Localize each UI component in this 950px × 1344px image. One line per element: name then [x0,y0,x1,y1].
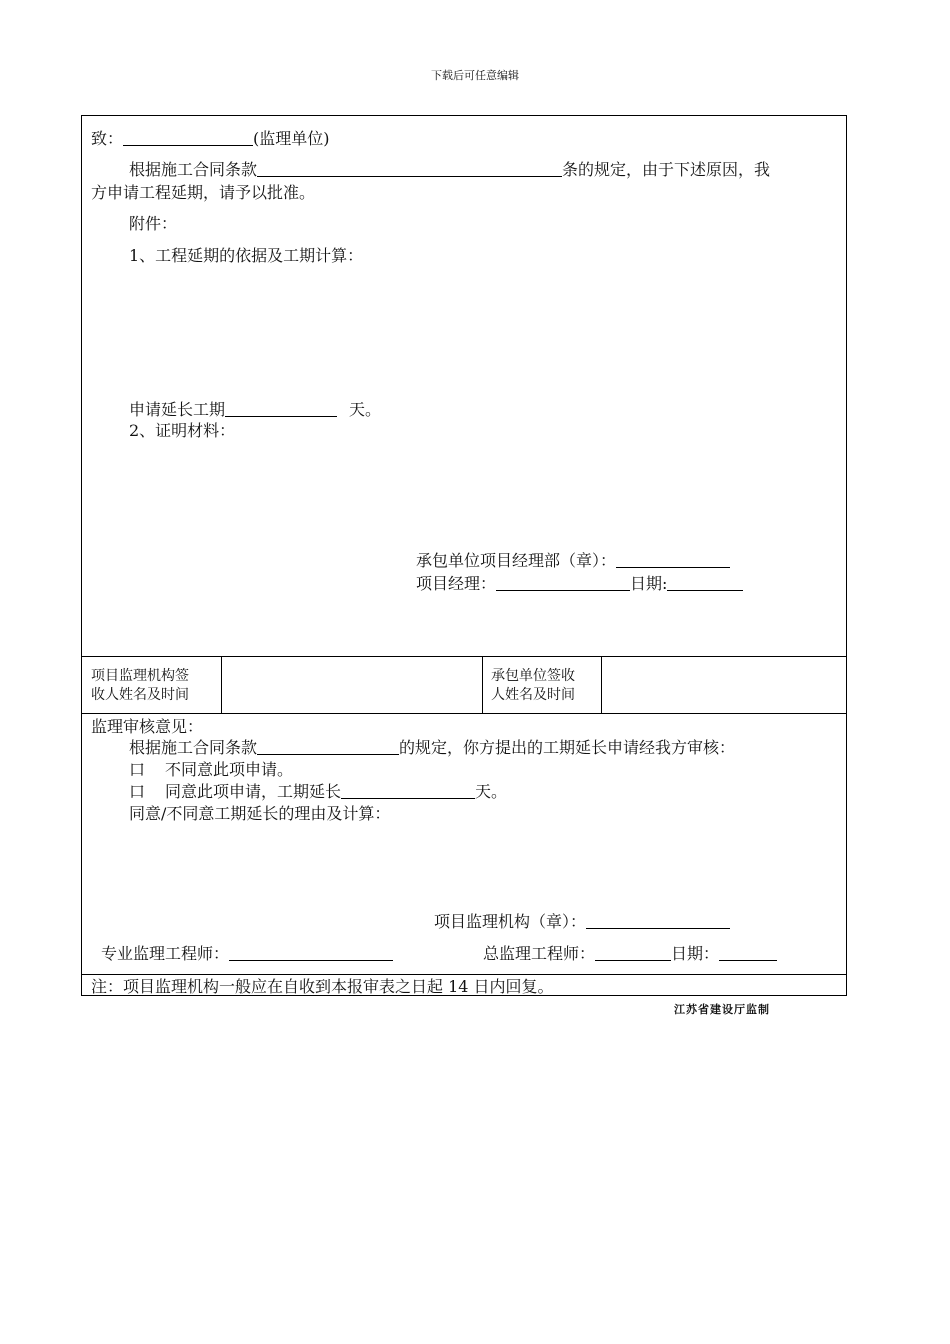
attachment-label: 附件： [129,214,178,233]
manager-date-blank[interactable] [667,574,743,591]
chief-engineer-line: 总监理工程师： 日期： [483,944,777,964]
agree-checkbox[interactable]: 口 [129,782,146,801]
divider-sign-row-bottom [82,713,846,714]
option-disagree: 口 不同意此项申请。 [129,760,294,779]
supervision-org-blank[interactable] [586,912,730,929]
contractor-dept-seal-line: 承包单位项目经理部（章）： [416,551,730,571]
review-reason-label: 同意/不同意工期延长的理由及计算： [129,804,391,823]
extend-period-line: 申请延长工期 天。 [129,400,382,419]
review-clause-line: 根据施工合同条款 的规定，你方提出的工期延长申请经我方审核： [129,738,736,757]
item-basis-calculation: 1、工程延期的依据及工期计算： [129,246,364,265]
contractor-dept-blank[interactable] [616,551,730,568]
issuer-mark: 江苏省建设厅监制 [674,1003,770,1016]
chief-engineer-blank[interactable] [595,944,671,961]
addressee-blank[interactable] [123,129,253,146]
manager-date-line: 项目经理： 日期: [416,574,743,594]
divider-note-row [82,974,846,975]
item-supporting-materials: 2、证明材料： [129,421,236,440]
disagree-checkbox[interactable]: 口 [129,760,146,779]
sign-row-divider-2 [482,656,483,713]
extend-days-blank[interactable] [225,400,337,417]
addressee-line: 致： (监理单位) [91,129,330,148]
agree-days-blank[interactable] [341,782,475,799]
request-line-2: 方申请工程延期，请予以批准。 [91,183,316,202]
contract-clause-blank[interactable] [257,160,562,177]
supervision-org-seal-line: 项目监理机构（章）： [434,912,730,932]
reply-deadline-note: 注：项目监理机构一般应在自收到本报审表之日起 14 日内回复。 [91,977,554,996]
supervisor-receipt-field[interactable] [222,657,482,713]
manager-blank[interactable] [496,574,630,591]
specialist-engineer-line: 专业监理工程师： [101,944,393,964]
contract-clause-line: 根据施工合同条款 条的规定，由于下述原因，我 [129,160,771,179]
option-agree: 口 同意此项申请，工期延长 天。 [129,782,508,801]
review-date-blank[interactable] [719,944,777,961]
contractor-receipt-label: 承包单位签收 人姓名及时间 [491,668,575,703]
review-clause-blank[interactable] [257,738,399,755]
review-title: 监理审核意见： [91,717,204,736]
download-note: 下载后可任意编辑 [431,69,519,82]
contractor-receipt-field[interactable] [602,657,846,713]
supervisor-receipt-label: 项目监理机构签 收人姓名及时间 [91,668,189,703]
extension-application-form [81,115,847,996]
specialist-engineer-blank[interactable] [229,944,393,961]
